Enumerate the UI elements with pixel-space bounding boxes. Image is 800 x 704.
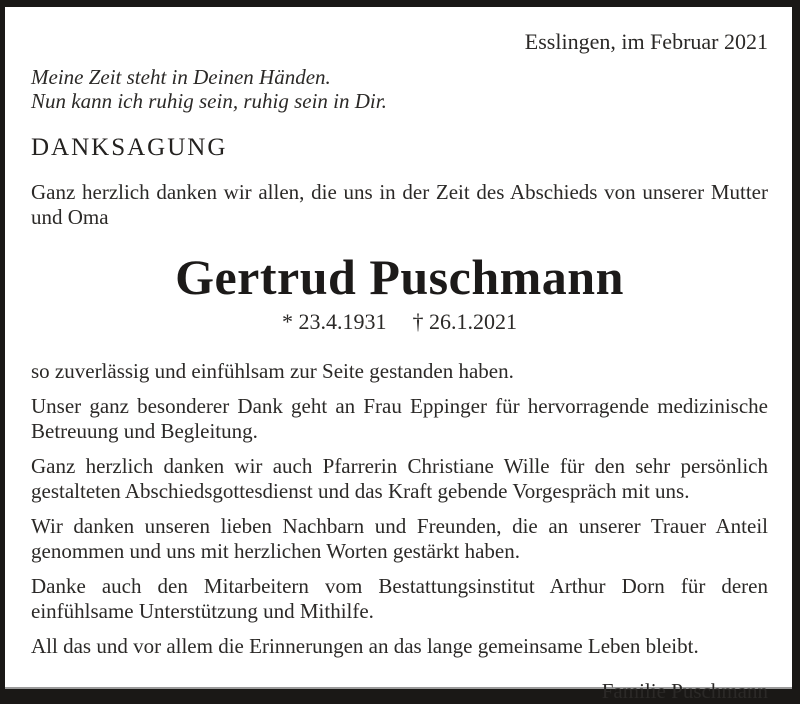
- birth-date: * 23.4.1931: [282, 309, 387, 334]
- obituary-notice: [5, 7, 792, 703]
- epigraph-line-1: Meine Zeit steht in Deinen Händen.: [31, 65, 331, 89]
- dateline: Esslingen, im Februar 2021: [524, 29, 768, 54]
- signature: Familie Puschmann: [601, 679, 768, 703]
- body-text: [31, 359, 768, 659]
- paragraph-5: Danke auch den Mitarbeitern vom Bestattungsinstitut Arthur Dorn für deren einfühlsame Unterstützung und Mithilfe.: [31, 574, 768, 623]
- epigraph-line-2: Nun kann ich ruhig sein, ruhig sein in Dir.: [31, 89, 387, 113]
- paragraph-6: All das und vor allem die Erinnerungen an das lange gemeinsame Leben bleibt.: [31, 634, 699, 658]
- section-heading-danksagung: DANKSAGUNG: [31, 134, 228, 161]
- intro-paragraph: Ganz herzlich danken wir allen, die uns in der Zeit des Abschieds von unserer Mutter und Oma: [31, 180, 768, 229]
- paragraph-3: Ganz herzlich danken wir auch Pfarrerin Christiane Wille für den sehr persönlich gestalteten Abschiedsgottesdienst und das Kraft gebende Vorgespräch mit uns.: [31, 454, 768, 503]
- deceased-name: Gertrud Puschmann: [175, 249, 624, 305]
- epigraph: [31, 65, 768, 113]
- paragraph-2: Unser ganz besonderer Dank geht an Frau Eppinger für hervorragende medizinische Betreuung und Begleitung.: [31, 394, 768, 443]
- life-dates: [31, 309, 768, 335]
- paragraph-1: so zuverlässig und einfühlsam zur Seite gestanden haben.: [31, 359, 514, 383]
- paragraph-4: Wir danken unseren lieben Nachbarn und Freunden, die an unserer Trauer Anteil genommen und uns mit herzlichen Worten gestärkt haben.: [31, 514, 768, 563]
- death-date: † 26.1.2021: [412, 309, 517, 334]
